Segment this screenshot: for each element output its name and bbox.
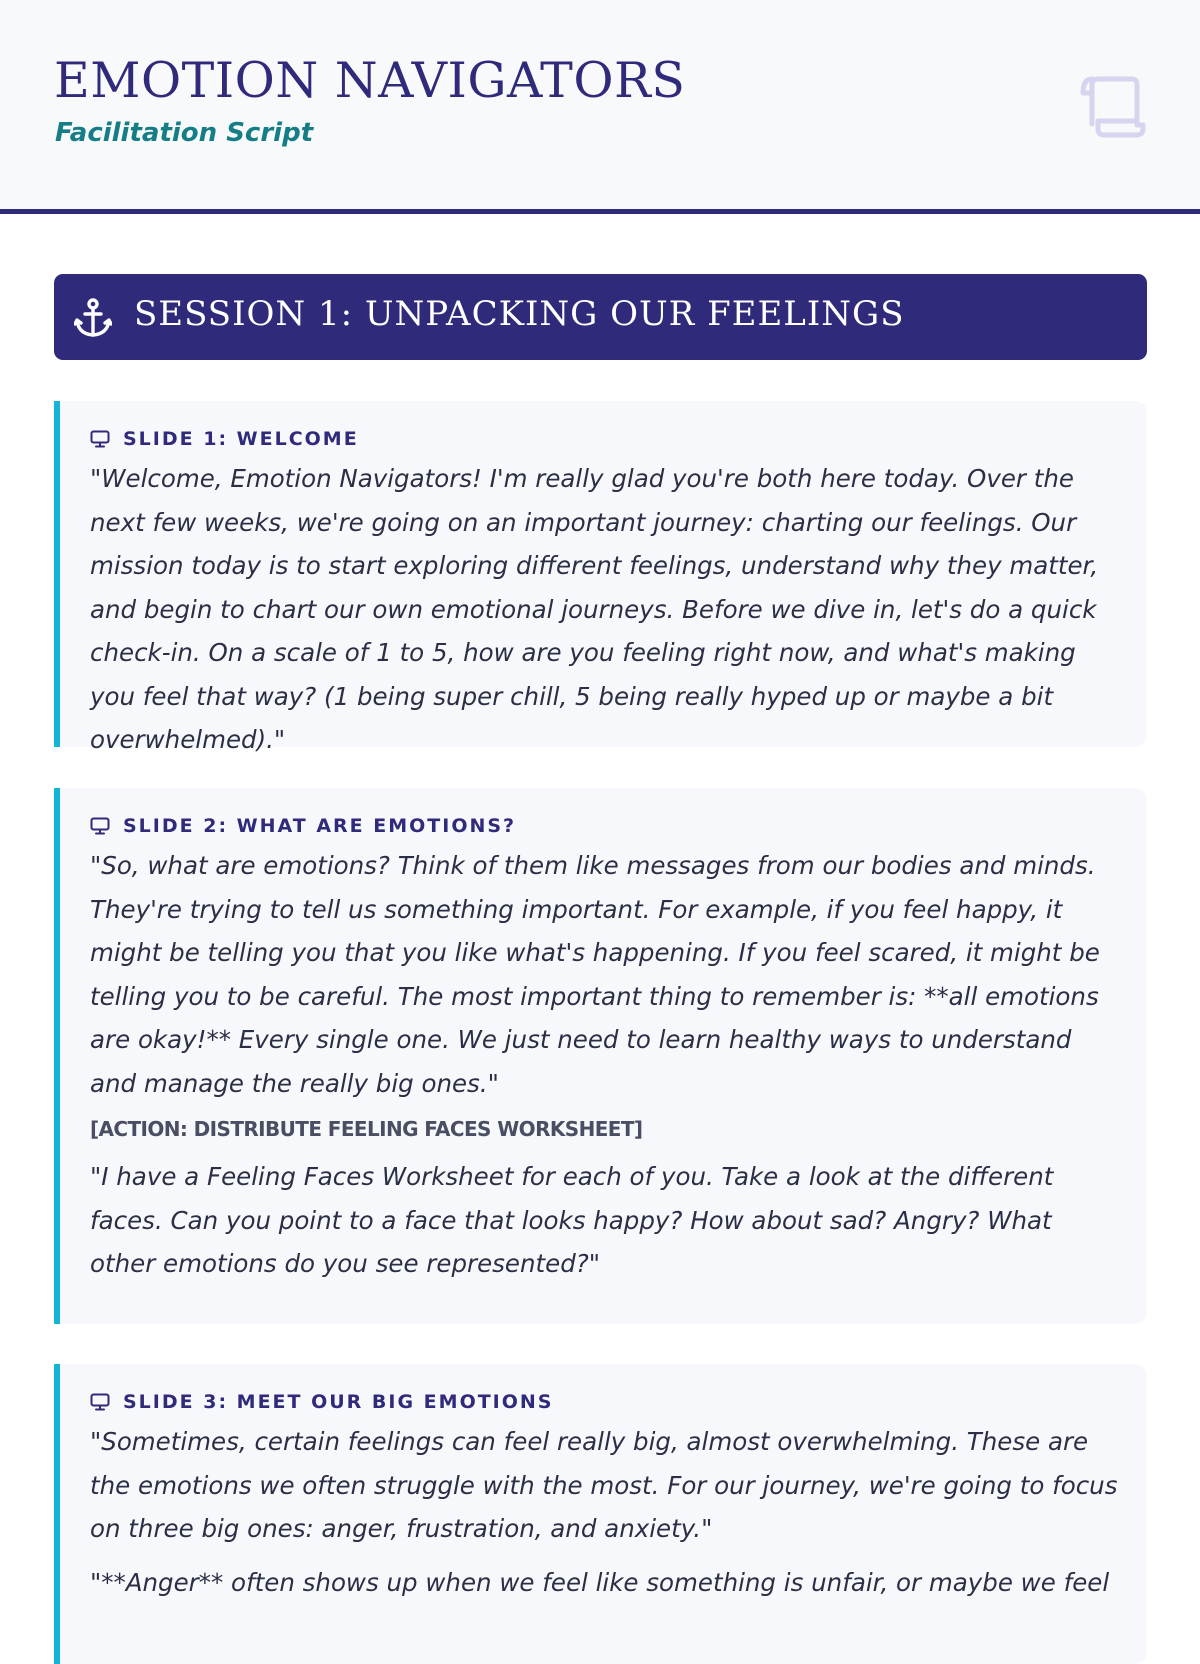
- script-text: "So, what are emotions? Think of them like messages from our bodies and minds. They're trying to tell us something important. For example, if you feel happy, it might be telling you that you like what's happening. If you feel scared, it might be telling you to be careful. The most important thing to remember is: **all emotions are okay!** Every single one. We just need to learn healthy ways to understand and manage the really big ones.": [90, 851, 1100, 1098]
- monitor-icon: [90, 1393, 110, 1411]
- session-title: SESSION 1: UNPACKING OUR FEELINGS: [134, 294, 905, 334]
- page-subtitle: Facilitation Script: [55, 118, 314, 148]
- monitor-icon: [90, 430, 110, 448]
- script-text: "Sometimes, certain feelings can feel really big, almost overwhelming. These are the emotions we often struggle with the most. For our journey, we're going to focus on three big ones: anger, frustration, and anxiety.": [90, 1427, 1118, 1543]
- slide-title: SLIDE 1: WELCOME: [123, 428, 359, 450]
- anchor-icon: [74, 298, 112, 338]
- slide-header: [90, 814, 1123, 838]
- monitor-icon: [90, 817, 110, 835]
- page-title: EMOTION NAVIGATORS: [54, 52, 686, 109]
- slide-card: [54, 1364, 1147, 1664]
- slide-header: [90, 427, 1123, 451]
- slide-card: [54, 788, 1147, 1324]
- slide-title: SLIDE 3: MEET OUR BIG EMOTIONS: [123, 1391, 554, 1413]
- script-text: "Welcome, Emotion Navigators! I'm really glad you're both here today. Over the next few weeks, we're going on an important journey: charting our feelings. Our mission today is to start exploring different feelings, understand why they matter, and begin to chart our own emotional journeys. Before we dive in, let's do a quick check-in. On a scale of 1 to 5, how are you feeling right now, and what's making you feel that way? (1 being super chill, 5 being really hyped up or maybe a bit overwhelmed).": [90, 464, 1099, 754]
- session-banner: [54, 274, 1147, 360]
- action-note: [ACTION: DISTRIBUTE FEELING FACES WORKSHEET]: [90, 1117, 643, 1141]
- page-header: [0, 0, 1200, 214]
- slide-title: SLIDE 2: WHAT ARE EMOTIONS?: [123, 815, 517, 837]
- scroll-icon: [1080, 76, 1146, 138]
- slide-header: [90, 1390, 1123, 1414]
- script-text: "I have a Feeling Faces Worksheet for each of you. Take a look at the different faces. Can you point to a face that looks happy? How about sad? Angry? What other emotions do you see represented?": [90, 1162, 1054, 1278]
- script-text: "**Anger** often shows up when we feel like something is unfair, or maybe we feel: [90, 1567, 1110, 1597]
- slide-card: [54, 401, 1147, 754]
